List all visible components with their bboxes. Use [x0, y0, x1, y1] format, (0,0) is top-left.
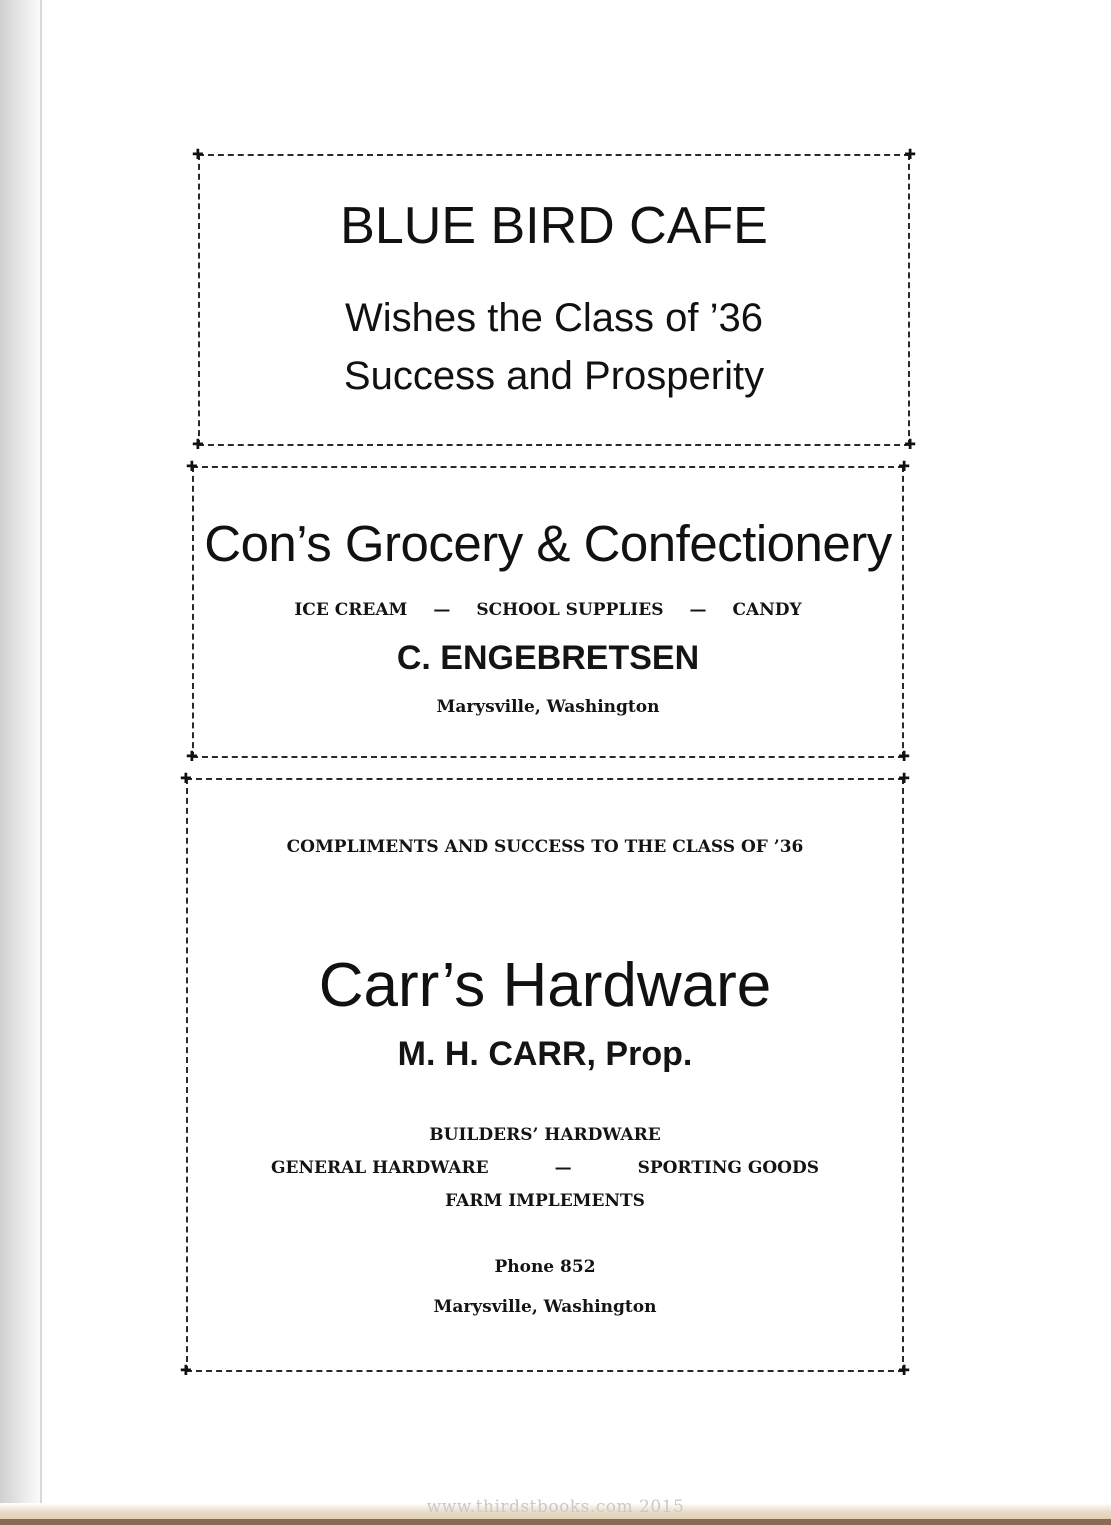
corner-ornament-icon: ✚: [180, 771, 192, 787]
separator: —: [689, 600, 707, 620]
product-item: SCHOOL SUPPLIES: [476, 600, 664, 620]
corner-ornament-icon: ✚: [898, 1363, 910, 1379]
corner-ornament-icon: ✚: [898, 749, 910, 765]
ad-blue-bird-cafe: [192, 147, 916, 453]
corner-ornament-icon: ✚: [904, 437, 916, 453]
product-item: ICE CREAM: [294, 600, 408, 620]
ad-carrs-hardware: [180, 771, 910, 1379]
greeting-line-2: Success and Prosperity: [343, 354, 765, 398]
book-binding-shadow: [0, 0, 44, 1525]
separator: —: [554, 1158, 572, 1178]
book-edge: [0, 1519, 1111, 1525]
corner-ornament-icon: ✚: [186, 459, 198, 475]
business-name: Con’s Grocery & Confectionery: [204, 515, 892, 572]
corner-ornament-icon: ✚: [898, 459, 910, 475]
ad-cons-grocery: [186, 459, 910, 765]
corner-ornament-icon: ✚: [898, 771, 910, 787]
separator: —: [433, 600, 451, 620]
product-list: [194, 600, 902, 620]
builders-hardware-line: BUILDERS’ HARDWARE: [429, 1125, 661, 1145]
corner-ornament-icon: ✚: [192, 437, 204, 453]
location: Marysville, Washington: [433, 1297, 657, 1317]
location: Marysville, Washington: [436, 697, 660, 717]
farm-implements-line: FARM IMPLEMENTS: [445, 1191, 645, 1211]
corner-ornament-icon: ✚: [180, 1363, 192, 1379]
corner-ornament-icon: ✚: [904, 147, 916, 163]
gutter-line: [40, 0, 42, 1525]
hardware-line: [188, 1158, 902, 1178]
corner-ornament-icon: ✚: [186, 749, 198, 765]
phone-number: Phone 852: [494, 1257, 596, 1277]
business-name: BLUE BIRD CAFE: [340, 197, 768, 255]
proprietor-name: C. ENGEBRETSEN: [396, 639, 700, 677]
sporting-goods-text: SPORTING GOODS: [637, 1158, 819, 1178]
product-item: CANDY: [732, 600, 802, 620]
corner-ornament-icon: ✚: [192, 147, 204, 163]
proprietor-name: M. H. CARR, Prop.: [397, 1035, 693, 1073]
general-hardware-text: GENERAL HARDWARE: [270, 1158, 489, 1178]
greeting-line-1: Wishes the Class of ’36: [345, 296, 763, 340]
watermark-text: www.thirdstbooks.com 2015: [426, 1497, 685, 1517]
business-name: Carr’s Hardware: [318, 951, 772, 1020]
compliments-line: COMPLIMENTS AND SUCCESS TO THE CLASS OF ’36: [286, 837, 804, 857]
